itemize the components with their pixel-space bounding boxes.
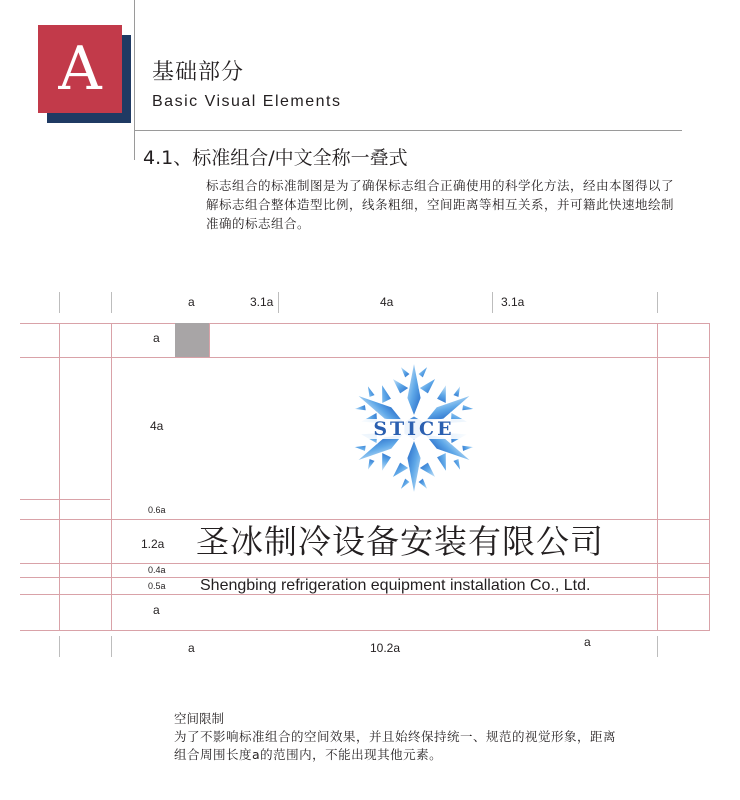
top-tick [657,292,658,313]
top-tick [111,292,112,313]
logo-wordmark: STICE [373,418,455,440]
grid-line [657,323,658,630]
dim-label-side: a [153,331,160,345]
bottom-tick [59,636,60,657]
grid-line [209,323,210,357]
space-limit-title: 空间限制 [174,711,225,726]
grid-line [20,519,710,520]
grid-line [111,323,112,630]
space-limit-text: 为了不影响标准组合的空间效果，并且始终保持统一、规范的视觉形象，距离组合周围长度a的范围内，不能出现其他元素。 [174,729,617,762]
page-title-en: Basic Visual Elements [152,93,342,110]
dim-label-side: 0.6a [148,505,166,515]
bottom-tick [111,636,112,657]
grid-line [709,323,710,630]
dim-label-side: 0.4a [148,565,166,575]
top-tick [492,292,493,313]
grid-line [20,499,110,500]
top-tick [278,292,279,313]
bottom-tick [657,636,658,657]
stice-snowflake-logo [350,358,478,498]
page-title-cn: 基础部分 [152,60,245,85]
dim-label-top: 3.1a [501,295,525,309]
company-name-en: Shengbing refrigeration equipment installation Co., Ltd. [200,577,591,594]
grid-line [20,630,710,631]
header-horizontal-rule [134,130,682,131]
unit-a-square [175,323,209,357]
company-name-cn: 圣冰制冷设备安装有限公司 [196,522,604,561]
section-title: 4.1、标准组合/中文全称一叠式 [143,147,408,169]
header-vertical-rule [134,0,135,160]
dim-label-top: 3.1a [250,295,274,309]
dim-label-top: a [188,295,195,309]
section-description: 标志组合的标准制图是为了确保标志组合正确使用的科学化方法，经由本图得以了解标志组合整体造型比例，线条粗细，空间距离等相互关系，并可籍此快速地绘制准确的标志组合。 [206,178,675,231]
dim-label-top: 4a [380,295,394,309]
dim-label-side: 0.5a [148,581,166,591]
dim-label-bottom: a [188,641,195,655]
grid-line [59,323,60,630]
section-badge: A [38,25,122,113]
dim-label-bottom: 10.2a [370,641,401,655]
dim-label-side: 4a [150,419,164,433]
dim-label-side: a [153,603,160,617]
top-tick [59,292,60,313]
dim-label-side: 1.2a [141,537,165,551]
dim-label-bottom: a [584,635,591,649]
grid-line [20,323,710,324]
grid-line [20,563,710,564]
